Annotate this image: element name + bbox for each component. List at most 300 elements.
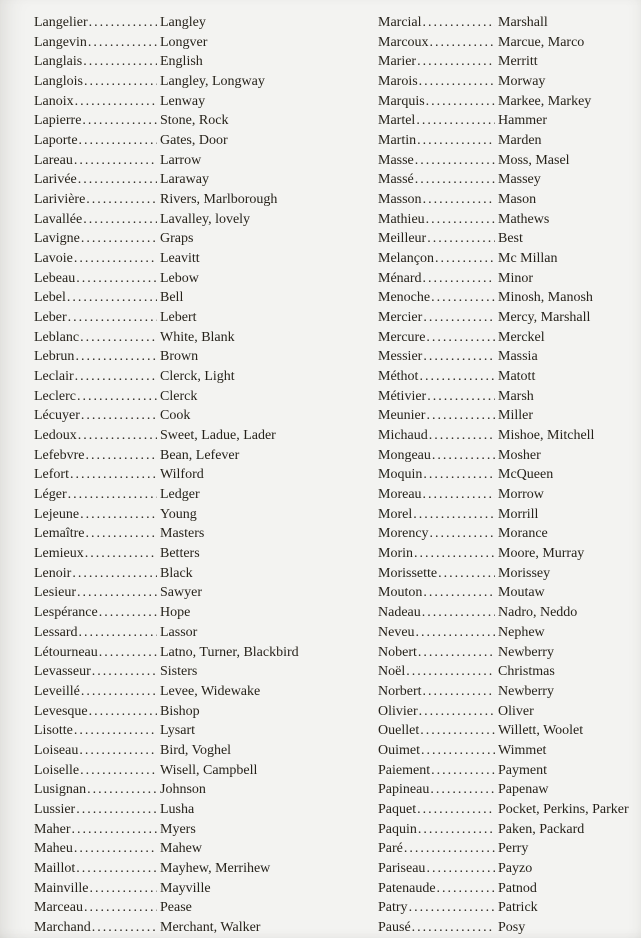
french-surname: Létourneau: [34, 644, 98, 660]
surname-pair-row: [378, 643, 641, 663]
dot-leader: [423, 682, 495, 702]
english-equivalent: English: [160, 54, 203, 70]
dot-leader: [88, 33, 157, 53]
dot-leader: [74, 721, 157, 741]
dot-leader: [81, 229, 157, 249]
surname-pair-row: [378, 131, 641, 151]
dot-leader: [78, 170, 157, 190]
french-surname: Ouimet: [378, 742, 420, 758]
french-surname: Leclerc: [34, 388, 76, 404]
dot-leader: [419, 367, 495, 387]
dot-leader: [438, 564, 495, 584]
dot-leader: [79, 623, 157, 643]
surname-pair-row: [34, 446, 378, 466]
dot-leader: [418, 643, 495, 663]
dot-leader: [86, 524, 157, 544]
english-equivalent: Lusha: [160, 801, 195, 817]
french-surname: Lavigne: [34, 231, 80, 247]
surname-pair-row: [34, 347, 378, 367]
english-equivalent: Mc Millan: [498, 251, 558, 267]
dot-leader: [84, 72, 157, 92]
surname-pair-row: [378, 446, 641, 466]
english-equivalent: Newberry: [498, 683, 554, 699]
french-surname: Melançon: [378, 251, 434, 267]
surname-pair-row: [378, 229, 641, 249]
english-equivalent: Lysart: [160, 723, 195, 739]
surname-pair-row: [378, 623, 641, 643]
dot-leader: [80, 328, 157, 348]
english-equivalent: Massia: [498, 349, 538, 365]
surname-pair-row: [34, 170, 378, 190]
french-surname: Lisotte: [34, 723, 73, 739]
surname-pair-row: [378, 800, 641, 820]
surname-pair-row: [378, 505, 641, 525]
surname-pair-row: [378, 780, 641, 800]
english-equivalent: Nadro, Neddo: [498, 605, 578, 621]
english-equivalent: Morissey: [498, 565, 551, 581]
english-equivalent: Minosh, Manosh: [498, 290, 593, 306]
french-surname: Paquin: [378, 821, 417, 837]
english-equivalent: Merritt: [498, 54, 538, 70]
french-surname: Moquin: [378, 467, 423, 483]
french-surname: Larivière: [34, 192, 86, 208]
surname-pair-row: [34, 151, 378, 171]
french-surname: Lanoix: [34, 93, 74, 109]
dot-leader: [76, 269, 157, 289]
english-equivalent: Bell: [160, 290, 184, 306]
surname-pair-row: [34, 800, 378, 820]
dot-leader: [74, 151, 157, 171]
dot-leader: [437, 879, 495, 899]
french-surname: Métivier: [378, 388, 427, 404]
english-equivalent: Mason: [498, 192, 537, 208]
english-equivalent: Bean, Lefever: [160, 447, 240, 463]
surname-pair-row: [378, 544, 641, 564]
english-equivalent: Langley: [160, 15, 206, 30]
english-equivalent: Johnson: [160, 782, 206, 798]
dot-leader: [76, 859, 157, 879]
french-surname: Morin: [378, 546, 413, 562]
english-equivalent: Graps: [160, 231, 194, 247]
dot-leader: [77, 583, 157, 603]
french-surname: Marois: [378, 74, 418, 90]
english-equivalent: Lassor: [160, 624, 198, 640]
english-equivalent: Mayhew, Merrihew: [160, 860, 271, 876]
surname-pair-row: [378, 406, 641, 426]
dot-leader: [75, 92, 157, 112]
surname-pair-row: [378, 662, 641, 682]
english-equivalent: Lenway: [160, 93, 206, 109]
dot-leader: [423, 13, 495, 33]
dot-leader: [404, 839, 495, 859]
dot-leader: [99, 603, 157, 623]
english-equivalent: Mayville: [160, 880, 211, 896]
dot-leader: [72, 564, 157, 584]
english-equivalent: Minor: [498, 270, 533, 286]
english-equivalent: Sweet, Ladue, Lader: [160, 428, 276, 444]
dot-leader: [423, 269, 495, 289]
english-equivalent: Morance: [498, 526, 548, 542]
surname-pair-row: [378, 347, 641, 367]
dot-leader: [81, 682, 157, 702]
english-equivalent: Clerck: [160, 388, 198, 404]
english-equivalent: Lebow: [160, 270, 199, 286]
english-equivalent: Christmas: [498, 664, 555, 680]
dot-leader: [83, 210, 157, 230]
french-surname: Messier: [378, 349, 423, 365]
surname-pair-row: [34, 367, 378, 387]
french-surname: Mathieu: [378, 211, 425, 227]
dot-leader: [430, 33, 495, 53]
surname-pair-row: [378, 721, 641, 741]
surname-pair-row: [34, 249, 378, 269]
french-surname: Mouton: [378, 585, 423, 601]
french-surname: Patenaude: [378, 880, 436, 896]
french-surname: Pariseau: [378, 860, 426, 876]
english-equivalent: Marden: [498, 133, 542, 149]
surname-pair-row: [378, 524, 641, 544]
dot-leader: [99, 643, 157, 663]
french-surname: Mongeau: [378, 447, 431, 463]
surname-pair-row: [34, 643, 378, 663]
english-equivalent: Sawyer: [160, 585, 202, 601]
dot-leader: [78, 426, 157, 446]
english-equivalent: Mathews: [498, 211, 550, 227]
surname-pair-row: [34, 721, 378, 741]
french-surname: Lavoie: [34, 251, 73, 267]
dot-leader: [83, 52, 157, 72]
dot-leader: [423, 465, 495, 485]
french-surname: Patry: [378, 900, 408, 916]
surname-pair-row: [34, 820, 378, 840]
french-surname: Léger: [34, 487, 67, 503]
french-surname: Lapierre: [34, 113, 82, 129]
english-equivalent: Hope: [160, 605, 191, 621]
french-surname: Paquet: [378, 801, 417, 817]
surname-pair-row: [378, 308, 641, 328]
dot-leader: [92, 918, 157, 938]
french-surname: Neveu: [378, 624, 415, 640]
french-surname: Loiselle: [34, 762, 80, 778]
surname-pair-row: [34, 741, 378, 761]
surname-pair-row: [378, 328, 641, 348]
french-surname: Masse: [378, 152, 414, 168]
surname-pair-row: [378, 72, 641, 92]
dot-leader: [417, 800, 495, 820]
french-surname: Langlais: [34, 54, 83, 70]
dot-leader: [67, 288, 157, 308]
surname-pair-row: [378, 367, 641, 387]
surname-pair-row: [378, 820, 641, 840]
surname-pair-row: [34, 406, 378, 426]
dot-leader: [415, 151, 495, 171]
english-equivalent: Morway: [498, 74, 546, 90]
french-surname: Langevin: [34, 34, 87, 50]
english-equivalent: Bird, Voghel: [160, 742, 232, 758]
dot-leader: [421, 741, 495, 761]
english-equivalent: Nephew: [498, 624, 545, 640]
english-equivalent: Wisell, Campbell: [160, 762, 258, 778]
french-surname: Lesieur: [34, 585, 76, 601]
dot-leader: [81, 406, 157, 426]
english-equivalent: Markee, Markey: [498, 93, 592, 109]
dot-leader: [423, 308, 495, 328]
dot-leader: [416, 111, 495, 131]
french-surname: Martel: [378, 113, 416, 129]
english-equivalent: Merchant, Walker: [160, 919, 261, 935]
french-surname: Mercure: [378, 329, 426, 345]
french-surname: Lécuyer: [34, 408, 80, 424]
english-equivalent: Cook: [160, 408, 191, 424]
english-equivalent: Payment: [498, 762, 547, 778]
english-equivalent: Posy: [498, 919, 526, 935]
surname-pair-row: [378, 465, 641, 485]
surname-pair-row: [34, 761, 378, 781]
english-equivalent: Mercy, Marshall: [498, 310, 591, 326]
french-surname: Lusignan: [34, 782, 87, 798]
dot-leader: [412, 918, 495, 938]
french-surname: Marcoux: [378, 34, 429, 50]
english-equivalent: Lavalley, lovely: [160, 211, 251, 227]
french-surname: Leber: [34, 310, 67, 326]
dot-leader: [426, 328, 495, 348]
french-surname: Masson: [378, 192, 422, 208]
french-surname: Ménard: [378, 270, 422, 286]
english-equivalent: Larrow: [160, 152, 202, 168]
dot-leader: [74, 249, 157, 269]
surname-pair-row: [378, 426, 641, 446]
surname-pair-row: [34, 623, 378, 643]
surname-pair-row: [378, 564, 641, 584]
dot-leader: [427, 387, 495, 407]
english-equivalent: Betters: [160, 546, 200, 562]
surname-pair-row: [378, 741, 641, 761]
french-surname: Maillot: [34, 860, 76, 876]
dot-leader: [85, 544, 157, 564]
surname-pair-row: [378, 210, 641, 230]
dot-leader: [75, 347, 157, 367]
french-surname: Leclair: [34, 369, 74, 385]
surname-pair-row: [378, 918, 641, 938]
english-equivalent: Laraway: [160, 172, 209, 188]
dot-leader: [427, 229, 495, 249]
dot-leader: [419, 702, 495, 722]
dot-leader: [75, 367, 157, 387]
french-surname: Nadeau: [378, 605, 421, 621]
surname-pair-row: [378, 170, 641, 190]
french-surname: Lebel: [34, 290, 66, 306]
english-equivalent: Payzo: [498, 860, 533, 876]
english-equivalent: Moore, Murray: [498, 546, 585, 562]
english-equivalent: Miller: [498, 408, 533, 424]
french-surname: Mercier: [378, 310, 423, 326]
french-surname: Michaud: [378, 428, 428, 444]
surname-pair-row: [34, 662, 378, 682]
surname-pair-row: [34, 564, 378, 584]
dot-leader: [414, 544, 495, 564]
surname-pair-row: [34, 702, 378, 722]
english-equivalent: Pease: [160, 900, 192, 916]
dot-leader: [92, 662, 157, 682]
english-equivalent: Moutaw: [498, 585, 545, 601]
english-equivalent: Masters: [160, 526, 205, 542]
english-equivalent: Langley, Longway: [160, 74, 265, 90]
english-equivalent: Leavitt: [160, 251, 200, 267]
dot-leader: [80, 761, 157, 781]
french-surname: Lussier: [34, 801, 76, 817]
dot-leader: [70, 465, 157, 485]
french-surname: Laporte: [34, 133, 78, 149]
french-surname: Meunier: [378, 408, 426, 424]
english-equivalent: Moss, Masel: [498, 152, 570, 168]
english-equivalent: Lebert: [160, 310, 197, 326]
dot-leader: [418, 820, 495, 840]
english-equivalent: Morrill: [498, 506, 539, 522]
english-equivalent: Stone, Rock: [160, 113, 229, 129]
surname-pair-row: [34, 13, 378, 33]
dot-leader: [420, 721, 495, 741]
french-surname: Lemieux: [34, 546, 84, 562]
surname-pair-row: [34, 859, 378, 879]
french-surname: Moreau: [378, 487, 422, 503]
english-equivalent: Matott: [498, 369, 536, 385]
surname-pair-row: [34, 131, 378, 151]
surname-pair-row: [34, 328, 378, 348]
surname-pair-row: [378, 288, 641, 308]
french-surname: Marier: [378, 54, 417, 70]
surname-pair-row: [34, 426, 378, 446]
french-surname: Marquis: [378, 93, 425, 109]
dot-leader: [86, 190, 157, 210]
french-surname: Leveillé: [34, 683, 80, 699]
french-surname: Loiseau: [34, 742, 79, 758]
french-surname: Morel: [378, 506, 413, 522]
dot-leader: [426, 92, 495, 112]
english-equivalent: Wilford: [160, 467, 204, 483]
dot-leader: [426, 210, 495, 230]
surname-pair-row: [378, 682, 641, 702]
english-equivalent: McQueen: [498, 467, 554, 483]
dot-leader: [416, 623, 495, 643]
french-surname: Martin: [378, 133, 417, 149]
french-surname: Lareau: [34, 152, 73, 168]
dot-leader: [79, 131, 157, 151]
english-equivalent: Mosher: [498, 447, 541, 463]
dot-leader: [435, 249, 495, 269]
surname-pair-row: [34, 682, 378, 702]
dot-leader: [87, 780, 157, 800]
english-equivalent: Rivers, Marlborough: [160, 192, 278, 208]
french-surname: Papineau: [378, 782, 430, 798]
surname-pair-row: [34, 839, 378, 859]
english-equivalent: Best: [498, 231, 523, 247]
french-surname: Lefebvre: [34, 447, 85, 463]
surname-column-left: [34, 13, 378, 938]
surname-pair-row: [34, 465, 378, 485]
surname-pair-row: [34, 111, 378, 131]
english-equivalent: Levee, Widewake: [160, 683, 261, 699]
dot-leader: [423, 347, 495, 367]
french-surname: Marcial: [378, 15, 422, 30]
surname-pair-row: [34, 898, 378, 918]
english-equivalent: Patrick: [498, 900, 538, 916]
english-equivalent: Newberry: [498, 644, 554, 660]
english-equivalent: Gates, Door: [160, 133, 228, 149]
dot-leader: [430, 524, 495, 544]
english-equivalent: Myers: [160, 821, 196, 837]
french-surname: Lebrun: [34, 349, 75, 365]
dot-leader: [84, 898, 157, 918]
surname-pair-row: [378, 859, 641, 879]
surname-pair-row: [34, 524, 378, 544]
english-equivalent: Patnod: [498, 880, 537, 896]
surname-pair-row: [378, 898, 641, 918]
surname-pair-row: [34, 190, 378, 210]
english-equivalent: Ledger: [160, 487, 200, 503]
english-equivalent: Young: [160, 506, 197, 522]
french-surname: Lespérance: [34, 605, 98, 621]
english-equivalent: Hammer: [498, 113, 547, 129]
surname-pair-row: [34, 603, 378, 623]
surname-pair-row: [378, 879, 641, 899]
english-equivalent: Marsh: [498, 388, 534, 404]
surname-pair-row: [378, 249, 641, 269]
dot-leader: [415, 170, 495, 190]
surname-pair-row: [378, 603, 641, 623]
surname-pair-row: [378, 151, 641, 171]
english-equivalent: White, Blank: [160, 329, 235, 345]
dot-leader: [79, 741, 157, 761]
surname-pair-row: [34, 52, 378, 72]
french-surname: Langelier: [34, 15, 88, 30]
dot-leader: [413, 505, 495, 525]
english-equivalent: Bishop: [160, 703, 200, 719]
dot-leader: [76, 800, 157, 820]
english-equivalent: Brown: [160, 349, 199, 365]
english-equivalent: Mahew: [160, 841, 202, 857]
french-surname: Levesque: [34, 703, 88, 719]
surname-pair-row: [34, 229, 378, 249]
french-surname: Morissette: [378, 565, 438, 581]
surname-pair-row: [34, 918, 378, 938]
dot-leader: [417, 52, 495, 72]
dot-leader: [422, 603, 495, 623]
english-equivalent: Latno, Turner, Blackbird: [160, 644, 299, 660]
english-equivalent: Pocket, Perkins, Parker: [498, 801, 629, 817]
french-surname: Pausé: [378, 919, 411, 935]
dot-leader: [432, 446, 495, 466]
dot-leader: [423, 583, 495, 603]
surname-pair-row: [34, 33, 378, 53]
dot-leader: [72, 820, 157, 840]
french-surname: Lefort: [34, 467, 69, 483]
english-equivalent: Mishoe, Mitchell: [498, 428, 595, 444]
surname-pair-row: [378, 702, 641, 722]
english-equivalent: Oliver: [498, 703, 534, 719]
surname-pair-row: [378, 485, 641, 505]
dot-leader: [423, 485, 495, 505]
dot-leader: [419, 72, 495, 92]
english-equivalent: Black: [160, 565, 193, 581]
english-equivalent: Longver: [160, 34, 208, 50]
surname-pair-row: [34, 72, 378, 92]
french-surname: Menoche: [378, 290, 431, 306]
french-surname: Maheu: [34, 841, 73, 857]
dot-leader: [423, 190, 495, 210]
surname-pair-row: [34, 269, 378, 289]
french-surname: Lemaître: [34, 526, 85, 542]
surname-pair-row: [378, 190, 641, 210]
